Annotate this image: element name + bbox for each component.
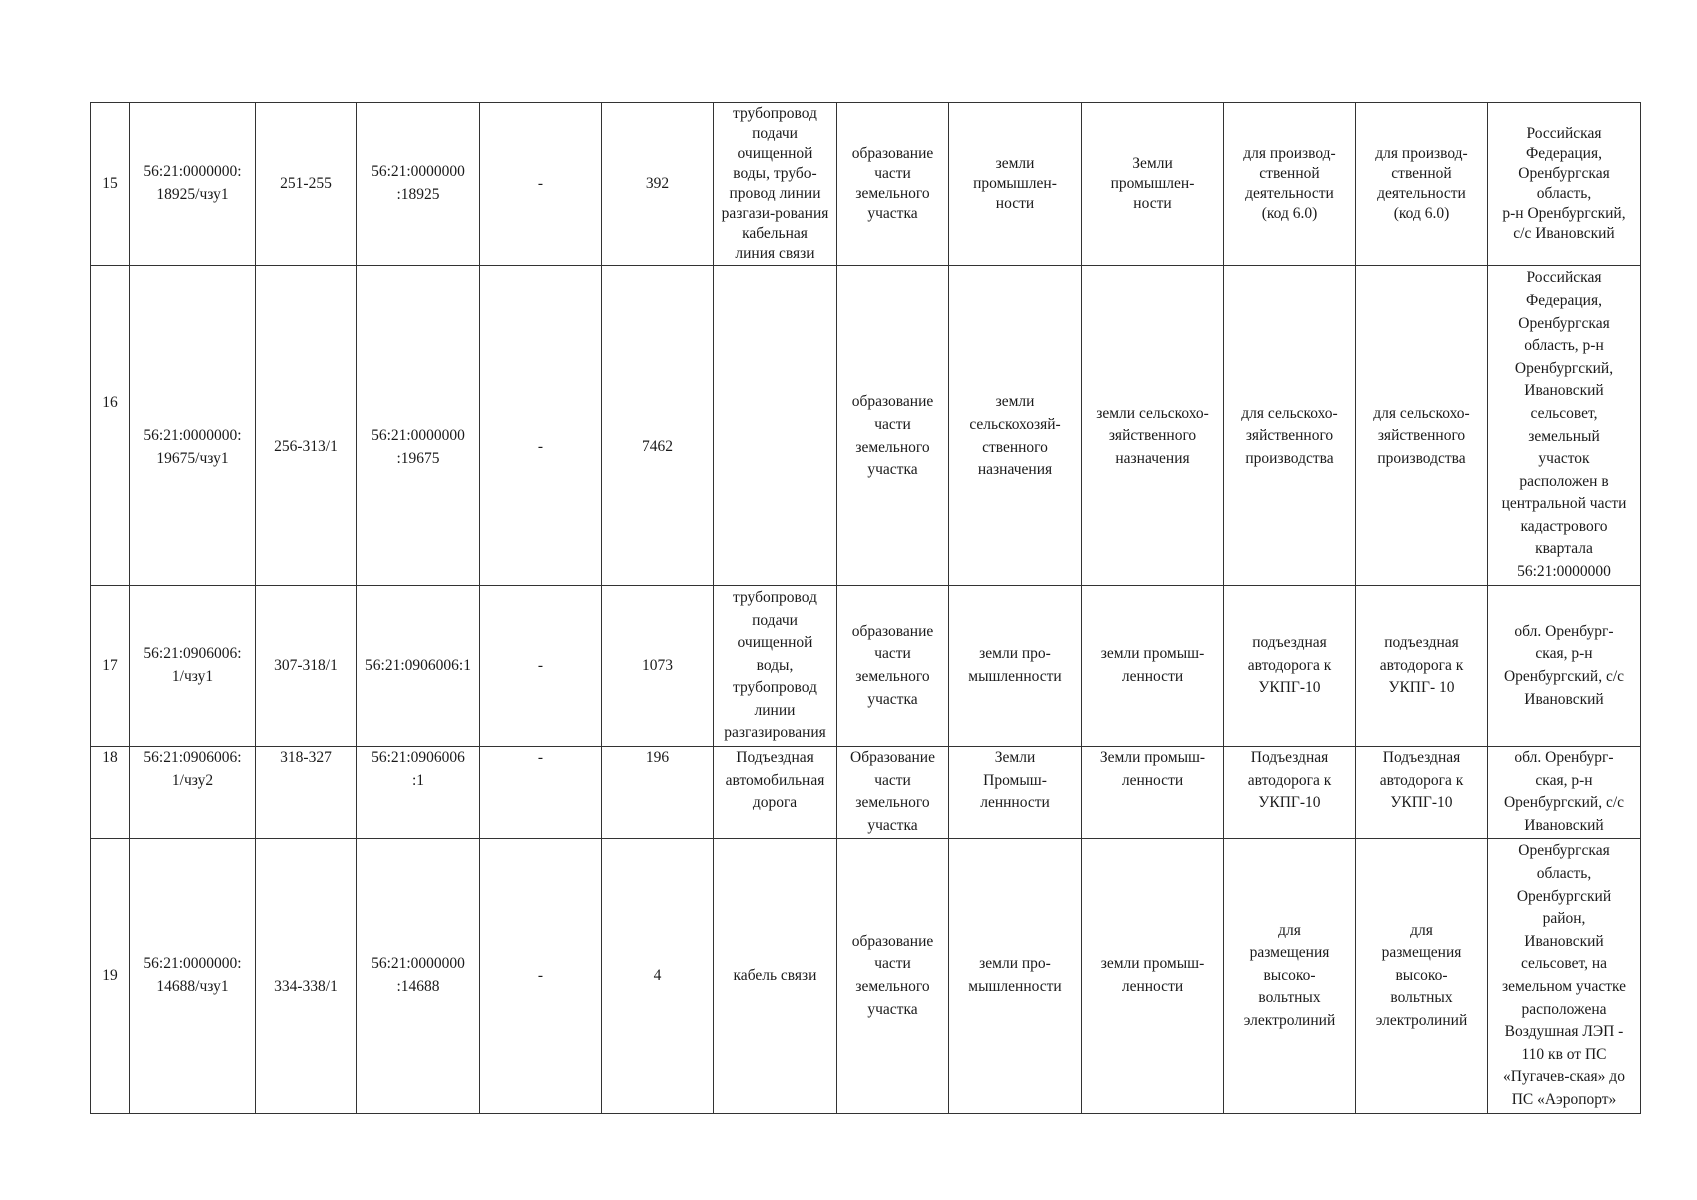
permitted-use: для сельскохо- зяйственного производства bbox=[1224, 266, 1356, 586]
area-value: 196 bbox=[602, 747, 714, 839]
empty-value-dash: - bbox=[480, 586, 602, 747]
table-row bbox=[91, 747, 1641, 839]
area-value: 4 bbox=[602, 839, 714, 1114]
location-address: обл. Оренбург- ская, р-н Оренбургский, с/с Ивановский bbox=[1488, 747, 1641, 839]
row-number: 18 bbox=[91, 747, 130, 839]
cadastral-part-number: 56:21:0000000: 18925/чзу1 bbox=[130, 103, 256, 266]
empty-value-dash: - bbox=[480, 839, 602, 1114]
land-parcels-table bbox=[90, 102, 1641, 1114]
location-address: Российская Федерация, Оренбургская область, р-н Оренбургский, Ивановский сельсовет, земельный участок расположен в центральной части кадастрового квартала 56:21:0000000 bbox=[1488, 266, 1641, 586]
row-number: 17 bbox=[91, 586, 130, 747]
permitted-use-alt: Подъездная автодорога к УКПГ-10 bbox=[1356, 747, 1488, 839]
location-address: Оренбургская область, Оренбургский район, Ивановский сельсовет, на земельном участке расположена Воздушная ЛЭП - 110 кв от ПС «Пугачев-ская» до ПС «Аэропорт» bbox=[1488, 839, 1641, 1114]
permitted-use-alt: для сельскохо- зяйственного производства bbox=[1356, 266, 1488, 586]
area-value: 7462 bbox=[602, 266, 714, 586]
location-address: обл. Оренбург- ская, р-н Оренбургский, с/с Ивановский bbox=[1488, 586, 1641, 747]
row-number: 16 bbox=[91, 266, 130, 586]
land-category-alt: земли промыш- ленности bbox=[1082, 586, 1224, 747]
object-description: кабель связи bbox=[714, 839, 837, 1114]
location-address: Российская Федерация, Оренбургская область, р-н Оренбургский, с/с Ивановский bbox=[1488, 103, 1641, 266]
boundary-points: 318-327 bbox=[256, 747, 357, 839]
formation-purpose: образование части земельного участка bbox=[837, 839, 949, 1114]
permitted-use: для производ- ственной деятельности (код 6.0) bbox=[1224, 103, 1356, 266]
parent-cadastral-number: 56:21:0000000 :18925 bbox=[357, 103, 480, 266]
object-description: трубопровод подачи очищенной воды, трубопровод линии разгазирования bbox=[714, 586, 837, 747]
formation-purpose: образование части земельного участка bbox=[837, 103, 949, 266]
empty-value-dash: - bbox=[480, 747, 602, 839]
permitted-use-alt: для размещения высоко- вольтных электролиний bbox=[1356, 839, 1488, 1114]
formation-purpose: образование части земельного участка bbox=[837, 586, 949, 747]
empty-value-dash: - bbox=[480, 266, 602, 586]
boundary-points: 251-255 bbox=[256, 103, 357, 266]
permitted-use: подъездная автодорога к УКПГ-10 bbox=[1224, 586, 1356, 747]
boundary-points: 334-338/1 bbox=[256, 839, 357, 1114]
table-row bbox=[91, 839, 1641, 1114]
empty-value-dash: - bbox=[480, 103, 602, 266]
row-number: 19 bbox=[91, 839, 130, 1114]
land-category: земли промышлен- ности bbox=[949, 103, 1082, 266]
area-value: 392 bbox=[602, 103, 714, 266]
formation-purpose: образование части земельного участка bbox=[837, 266, 949, 586]
land-category: земли про- мышленности bbox=[949, 586, 1082, 747]
land-category: земли про- мышленности bbox=[949, 839, 1082, 1114]
permitted-use-alt: для производ- ственной деятельности (код 6.0) bbox=[1356, 103, 1488, 266]
parent-cadastral-number: 56:21:0906006 :1 bbox=[357, 747, 480, 839]
cadastral-part-number: 56:21:0000000: 14688/чзу1 bbox=[130, 839, 256, 1114]
row-number: 15 bbox=[91, 103, 130, 266]
parent-cadastral-number: 56:21:0000000 :19675 bbox=[357, 266, 480, 586]
boundary-points: 256-313/1 bbox=[256, 266, 357, 586]
table-row bbox=[91, 586, 1641, 747]
cadastral-part-number: 56:21:0906006: 1/чзу1 bbox=[130, 586, 256, 747]
parent-cadastral-number: 56:21:0000000 :14688 bbox=[357, 839, 480, 1114]
land-category-alt: Земли промышлен- ности bbox=[1082, 103, 1224, 266]
cadastral-part-number: 56:21:0906006: 1/чзу2 bbox=[130, 747, 256, 839]
land-category-alt: Земли промыш- ленности bbox=[1082, 747, 1224, 839]
boundary-points: 307-318/1 bbox=[256, 586, 357, 747]
parent-cadastral-number: 56:21:0906006:1 bbox=[357, 586, 480, 747]
table-row bbox=[91, 266, 1641, 586]
object-description: Подъездная автомобильная дорога bbox=[714, 747, 837, 839]
permitted-use: для размещения высоко- вольтных электролиний bbox=[1224, 839, 1356, 1114]
object-description bbox=[714, 266, 837, 586]
permitted-use-alt: подъездная автодорога к УКПГ- 10 bbox=[1356, 586, 1488, 747]
table-row bbox=[91, 103, 1641, 266]
formation-purpose: Образование части земельного участка bbox=[837, 747, 949, 839]
permitted-use: Подъездная автодорога к УКПГ-10 bbox=[1224, 747, 1356, 839]
land-category-alt: земли промыш- ленности bbox=[1082, 839, 1224, 1114]
area-value: 1073 bbox=[602, 586, 714, 747]
object-description: трубопровод подачи очищенной воды, трубо- провод линии разгази-рования кабельная линия связи bbox=[714, 103, 837, 266]
land-category-alt: земли сельскохо- зяйственного назначения bbox=[1082, 266, 1224, 586]
land-category: земли сельскохозяй- ственного назначения bbox=[949, 266, 1082, 586]
cadastral-part-number: 56:21:0000000: 19675/чзу1 bbox=[130, 266, 256, 586]
land-category: Земли Промыш- леннности bbox=[949, 747, 1082, 839]
